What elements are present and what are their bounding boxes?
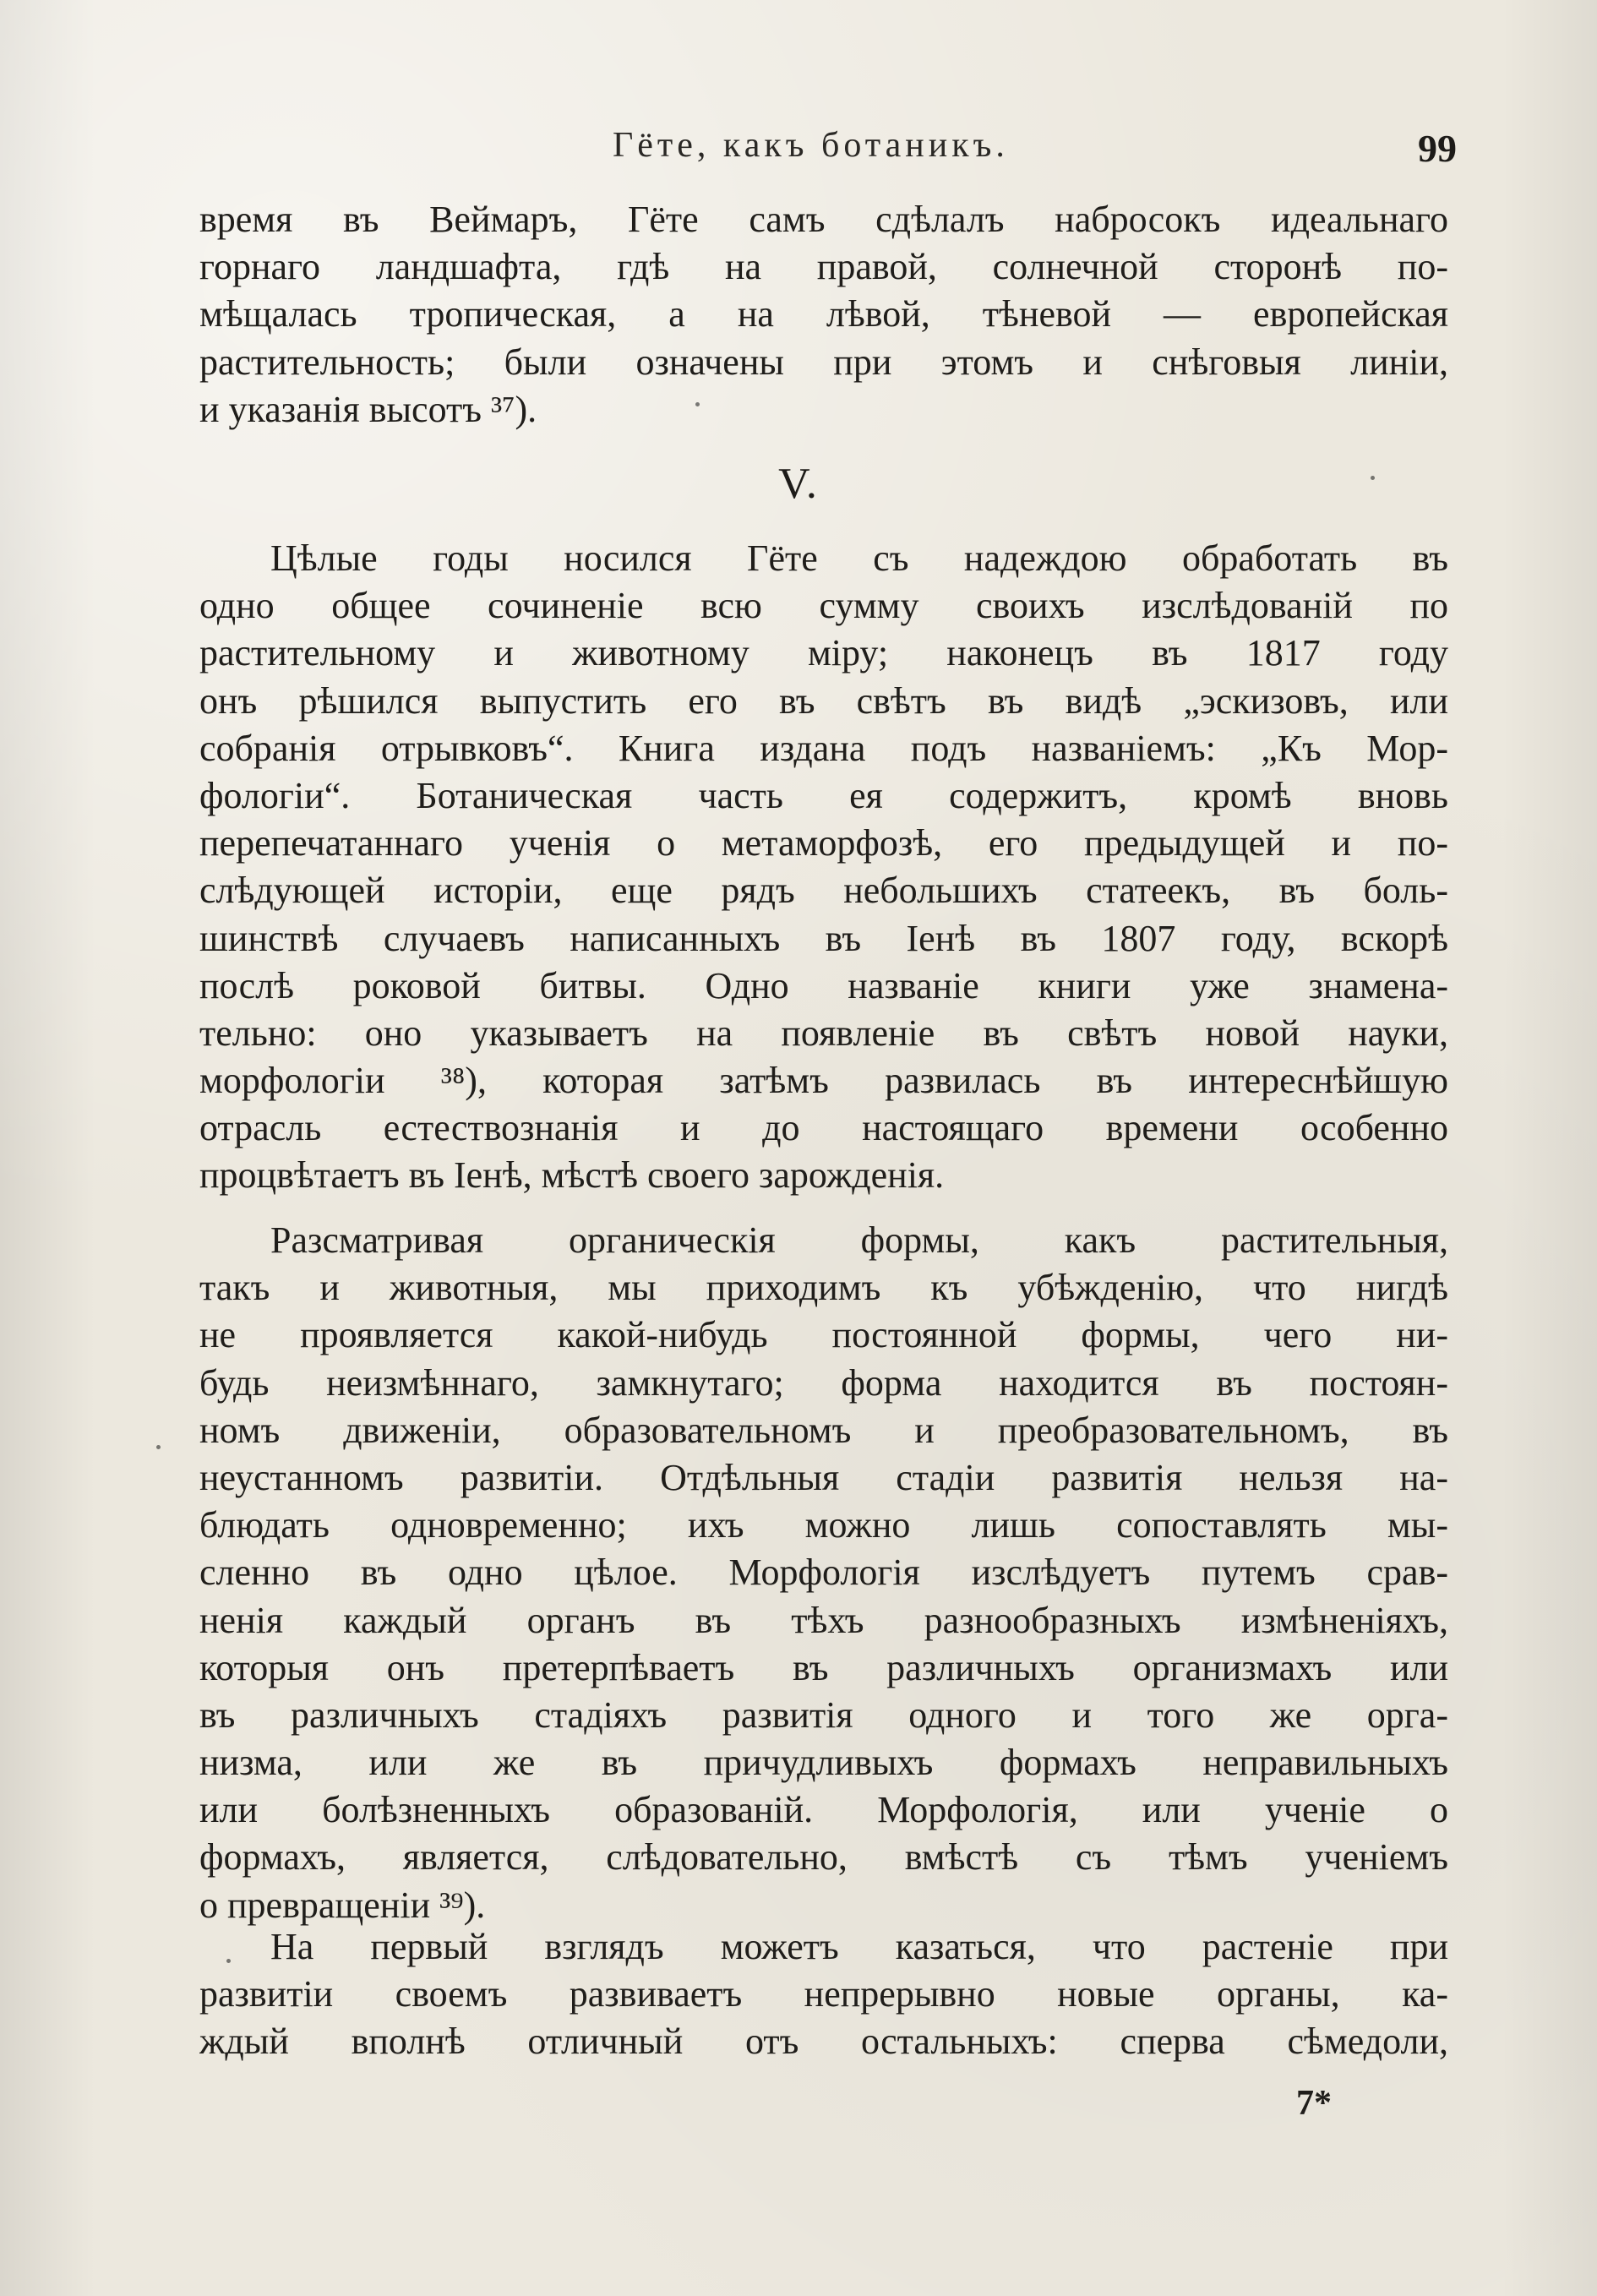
text-line: растительность; были означены при этомъ и снѣговыя линіи,: [199, 341, 1448, 383]
printer-signature: 7*: [1296, 2084, 1332, 2123]
opening-text-block: [199, 196, 1448, 434]
text-line: формахъ, является, слѣдовательно, вмѣстѣ съ тѣмъ ученіемъ: [199, 1836, 1448, 1879]
text-line: На первый взглядъ можетъ казаться, что растеніе при: [270, 1926, 1448, 1967]
text-line: номъ движеніи, образовательномъ и преобразовательномъ, въ: [199, 1409, 1448, 1451]
text-line: которыя онъ претерпѣваетъ въ различныхъ организмахъ или: [199, 1646, 1448, 1688]
text-line: ждый вполнѣ отличный отъ остальныхъ: сперва сѣмедоли,: [199, 2021, 1448, 2063]
text-line: онъ рѣшился выпустить его въ свѣтъ въ видѣ „эскизовъ, или: [199, 679, 1448, 722]
text-line: неустанномъ развитіи. Отдѣльныя стадіи развитія нельзя на-: [199, 1456, 1448, 1498]
text-line: растительному и животному міру; наконецъ въ 1817 году: [199, 632, 1448, 674]
scan-speck: [1371, 476, 1375, 480]
text-line: горнаго ландшафта, гдѣ на правой, солнечной сторонѣ по-: [199, 246, 1448, 288]
paragraph-2: [199, 1217, 1448, 1929]
text-line: мѣщалась тропическая, а на лѣвой, тѣневой — европейская: [199, 293, 1448, 335]
text-line: въ различныхъ стадіяхъ развитія одного и того же орга-: [199, 1693, 1448, 1736]
text-line: послѣ роковой битвы. Одно названіе книги уже знамена-: [199, 964, 1448, 1006]
text-line: шинствѣ случаевъ написанныхъ въ Іенѣ въ 1807 году, вскорѣ: [199, 917, 1448, 959]
text-line: такъ и животныя, мы приходимъ къ убѣжденію, что нигдѣ: [199, 1267, 1448, 1309]
section-heading: V.: [778, 460, 819, 508]
text-line: ненія каждый органъ въ тѣхъ разнообразныхъ измѣненіяхъ,: [199, 1599, 1448, 1641]
text-line: о превращеніи ³⁹).: [199, 1884, 486, 1926]
text-line: будь неизмѣннаго, замкнутаго; форма находится въ постоян-: [199, 1361, 1448, 1404]
text-line: Цѣлые годы носился Гёте съ надеждою обработать въ: [270, 537, 1448, 579]
text-line: морфологіи ³⁸), которая затѣмъ развилась въ интереснѣйшую: [199, 1060, 1448, 1102]
text-line: отрасль естествознанія и до настоящаго времени особенно: [199, 1107, 1448, 1149]
text-line: развитіи своемъ развиваетъ непрерывно новые органы, ка-: [199, 1973, 1448, 2015]
text-line: Разсматривая органическія формы, какъ растительныя,: [270, 1219, 1448, 1261]
paragraph-1: [199, 535, 1448, 1200]
text-line: время въ Веймаръ, Гёте самъ сдѣлалъ набросокъ идеальнаго: [199, 199, 1448, 240]
text-line: тельно: оно указываетъ на появленіе въ свѣтъ новой науки,: [199, 1012, 1448, 1054]
text-line: одно общее сочиненіе всю сумму своихъ изслѣдованій по: [199, 585, 1448, 627]
text-line: слѣдующей исторіи, еще рядъ небольшихъ статеекъ, въ боль-: [199, 870, 1448, 912]
text-line: низма, или же въ причудливыхъ формахъ неправильныхъ: [199, 1742, 1448, 1784]
text-line: процвѣтаетъ въ Іенѣ, мѣстѣ своего зарожденія.: [199, 1154, 945, 1197]
text-line: фологіи“. Ботаническая часть ея содержитъ, кромѣ вновь: [199, 774, 1448, 816]
page-header: [0, 125, 1597, 184]
scan-speck: [156, 1445, 161, 1449]
text-line: и указанія высотъ ³⁷).: [199, 388, 537, 430]
text-line: собранія отрывковъ“. Книга издана подъ названіемъ: „Къ Мор-: [199, 727, 1448, 769]
scan-speck: [695, 402, 700, 406]
text-line: блюдать одновременно; ихъ можно лишь сопоставлять мы-: [199, 1504, 1448, 1546]
text-line: перепечатаннаго ученія о метаморфозѣ, его предыдущей и по-: [199, 822, 1448, 864]
text-line: не проявляется какой-нибудь постоянной формы, чего ни-: [199, 1314, 1448, 1356]
page-number: 99: [1418, 127, 1457, 170]
scan-speck: [226, 1959, 231, 1963]
paragraph-3: [199, 1923, 1448, 2066]
text-line: или болѣзненныхъ образованій. Морфологія, или ученіе о: [199, 1789, 1448, 1831]
running-head: Гёте, какъ ботаникъ.: [613, 126, 1009, 165]
text-line: сленно въ одно цѣлое. Морфологія изслѣдуетъ путемъ срав-: [199, 1552, 1448, 1594]
